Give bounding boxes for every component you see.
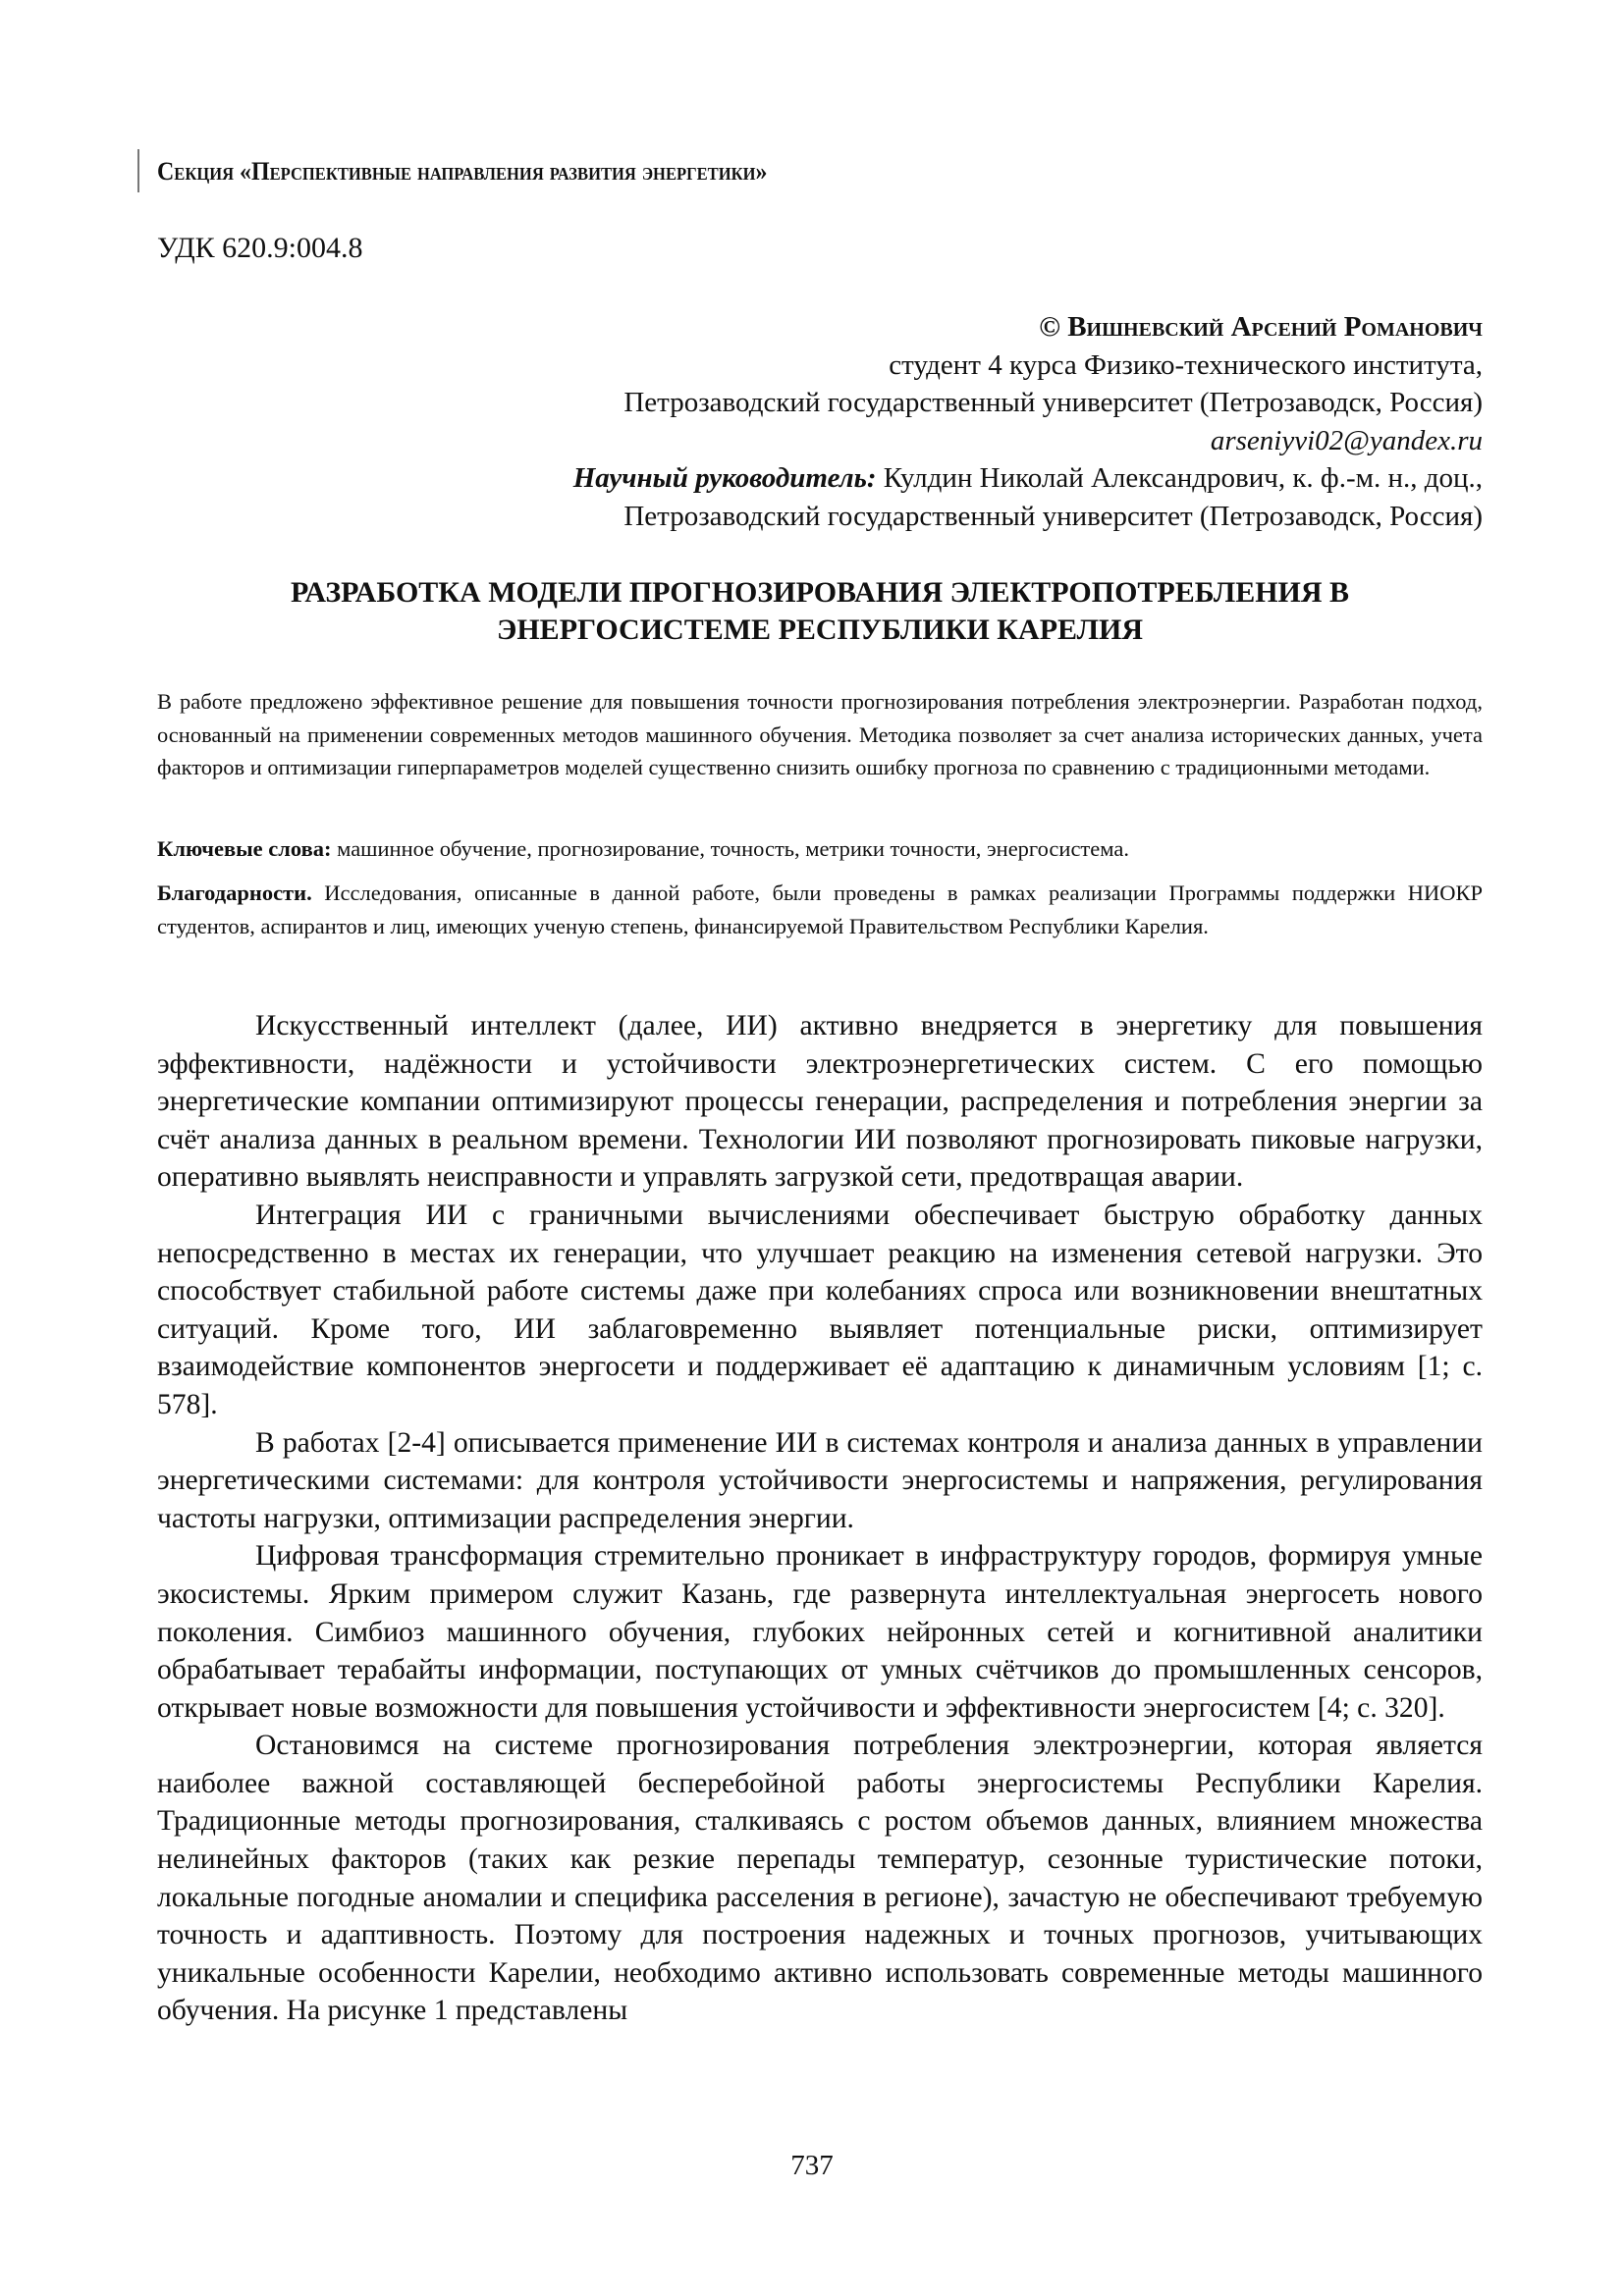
page-number: 737: [790, 2150, 834, 2181]
acknowledgments-label: Благодарности.: [157, 881, 312, 905]
body-paragraph: Цифровая трансформация стремительно проникает в инфраструктуру городов, формируя умные экосистемы. Ярким примером служит Казань, где развернута интеллектуальная энергосеть нового поколения. Симбиоз машинного обучения, глубоких нейронных сетей и когнитивной аналитики обрабатывает терабайты информации, поступающих от умных счётчиков до промышленных сенсоров, открывает новые возможности для повышения устойчивости и эффективности энергосистем [4; с. 320].: [157, 1540, 1483, 1724]
advisor-affiliation: Петрозаводский государственный университет (Петрозаводск, Россия): [623, 500, 1483, 532]
body-paragraph: Остановимся на системе прогнозирования потребления электроэнергии, которая является наиболее важной составляющей бесперебойной работы энергосистемы Республики Карелия. Традиционные методы прогнозирования, сталкиваясь с ростом объемов данных, влиянием множества нелинейных факторов (таких как резкие перепады температур, сезонные туристические потоки, локальные погодные аномалии и специфика расселения в регионе), зачастую не обеспечивают требуемую точность и адаптивность. Поэтому для построения надежных и точных прогнозов, учитывающих уникальные особенности Карелии, необходимо активно использовать современные методы машинного обучения. На рисунке 1 представлены: [157, 1730, 1483, 2027]
keywords-text: машинное обучение, прогнозирование, точность, метрики точности, энергосистема.: [331, 836, 1129, 861]
paper-title-line-2: ЭНЕРГОСИСТЕМЕ РЕСПУБЛИКИ КАРЕЛИЯ: [497, 614, 1143, 646]
author-email[interactable]: arseniyvi02@yandex.ru: [1210, 424, 1483, 456]
body-paragraph: Искусственный интеллект (далее, ИИ) активно внедряется в энергетику для повышения эффективности, надёжности и устойчивости электроэнергетических систем. С его помощью энергетические компании оптимизируют процессы генерации, распределения и потребления энергии за счёт анализа данных в реальном времени. Технологии ИИ позволяют прогнозировать пиковые нагрузки, оперативно выявлять неисправности и управлять загрузкой сети, предотвращая аварии.: [157, 1010, 1483, 1194]
body-paragraph: Интеграция ИИ с граничными вычислениями обеспечивает быструю обработку данных непосредственно в местах их генерации, что улучшает реакцию на изменения сетевой нагрузки. Это способствует стабильной работе системы даже при колебаниях спроса или возникновении внештатных ситуаций. Кроме того, ИИ заблаговременно выявляет потенциальные риски, оптимизирует взаимодействие компонентов энергосети и поддерживает её адаптацию к динамичным условиям [1; с. 578].: [157, 1199, 1483, 1420]
udk-code: УДК 620.9:004.8: [157, 232, 363, 264]
body-paragraph: В работах [2-4] описывается применение ИИ в системах контроля и анализа данных в управлении энергетическими системами: для контроля устойчивости энергосистемы и напряжения, регулирования частоты нагрузки, оптимизации распределения энергии.: [157, 1426, 1483, 1534]
author-affiliation: Петрозаводский государственный университет (Петрозаводск, Россия): [623, 387, 1483, 418]
advisor-name: Кулдин Николай Александрович, к. ф.-м. н., доц.,: [876, 462, 1483, 494]
advisor-line: [108, 459, 1483, 498]
acknowledgments-text: Исследования, описанные в данной работе, были проведены в рамках реализации Программы поддержки НИОКР студентов, аспирантов и лиц, имеющих ученую степень, финансируемой Правительством Республики Карелия.: [157, 881, 1483, 938]
section-marker-bar: [137, 149, 139, 192]
paper-title-line-1: РАЗРАБОТКА МОДЕЛИ ПРОГНОЗИРОВАНИЯ ЭЛЕКТРОПОТРЕБЛЕНИЯ В: [290, 576, 1350, 609]
paper-title: [157, 574, 1483, 649]
author-name: © Вишневский Арсений Романович: [1039, 311, 1483, 343]
advisor-label: Научный руководитель:: [572, 462, 877, 494]
section-header: Секция «Перспективные направления развития энергетики»: [157, 157, 768, 186]
author-position: студент 4 курса Физико-технического института,: [889, 348, 1483, 381]
abstract: В работе предложено эффективное решение для повышения точности прогнозирования потребления электроэнергии. Разработан подход, основанный на применении современных методов машинного обучения. Методика позволяет за счет анализа исторических данных, учета факторов и оптимизации гиперпараметров моделей существенно снизить ошибку прогноза по сравнению с традиционными методами.: [157, 689, 1483, 779]
acknowledgments: [157, 877, 1483, 942]
body-text: [157, 1007, 1483, 2030]
keywords-label: Ключевые слова:: [157, 836, 332, 861]
author-block: [108, 308, 1483, 535]
keywords: [157, 832, 1483, 866]
